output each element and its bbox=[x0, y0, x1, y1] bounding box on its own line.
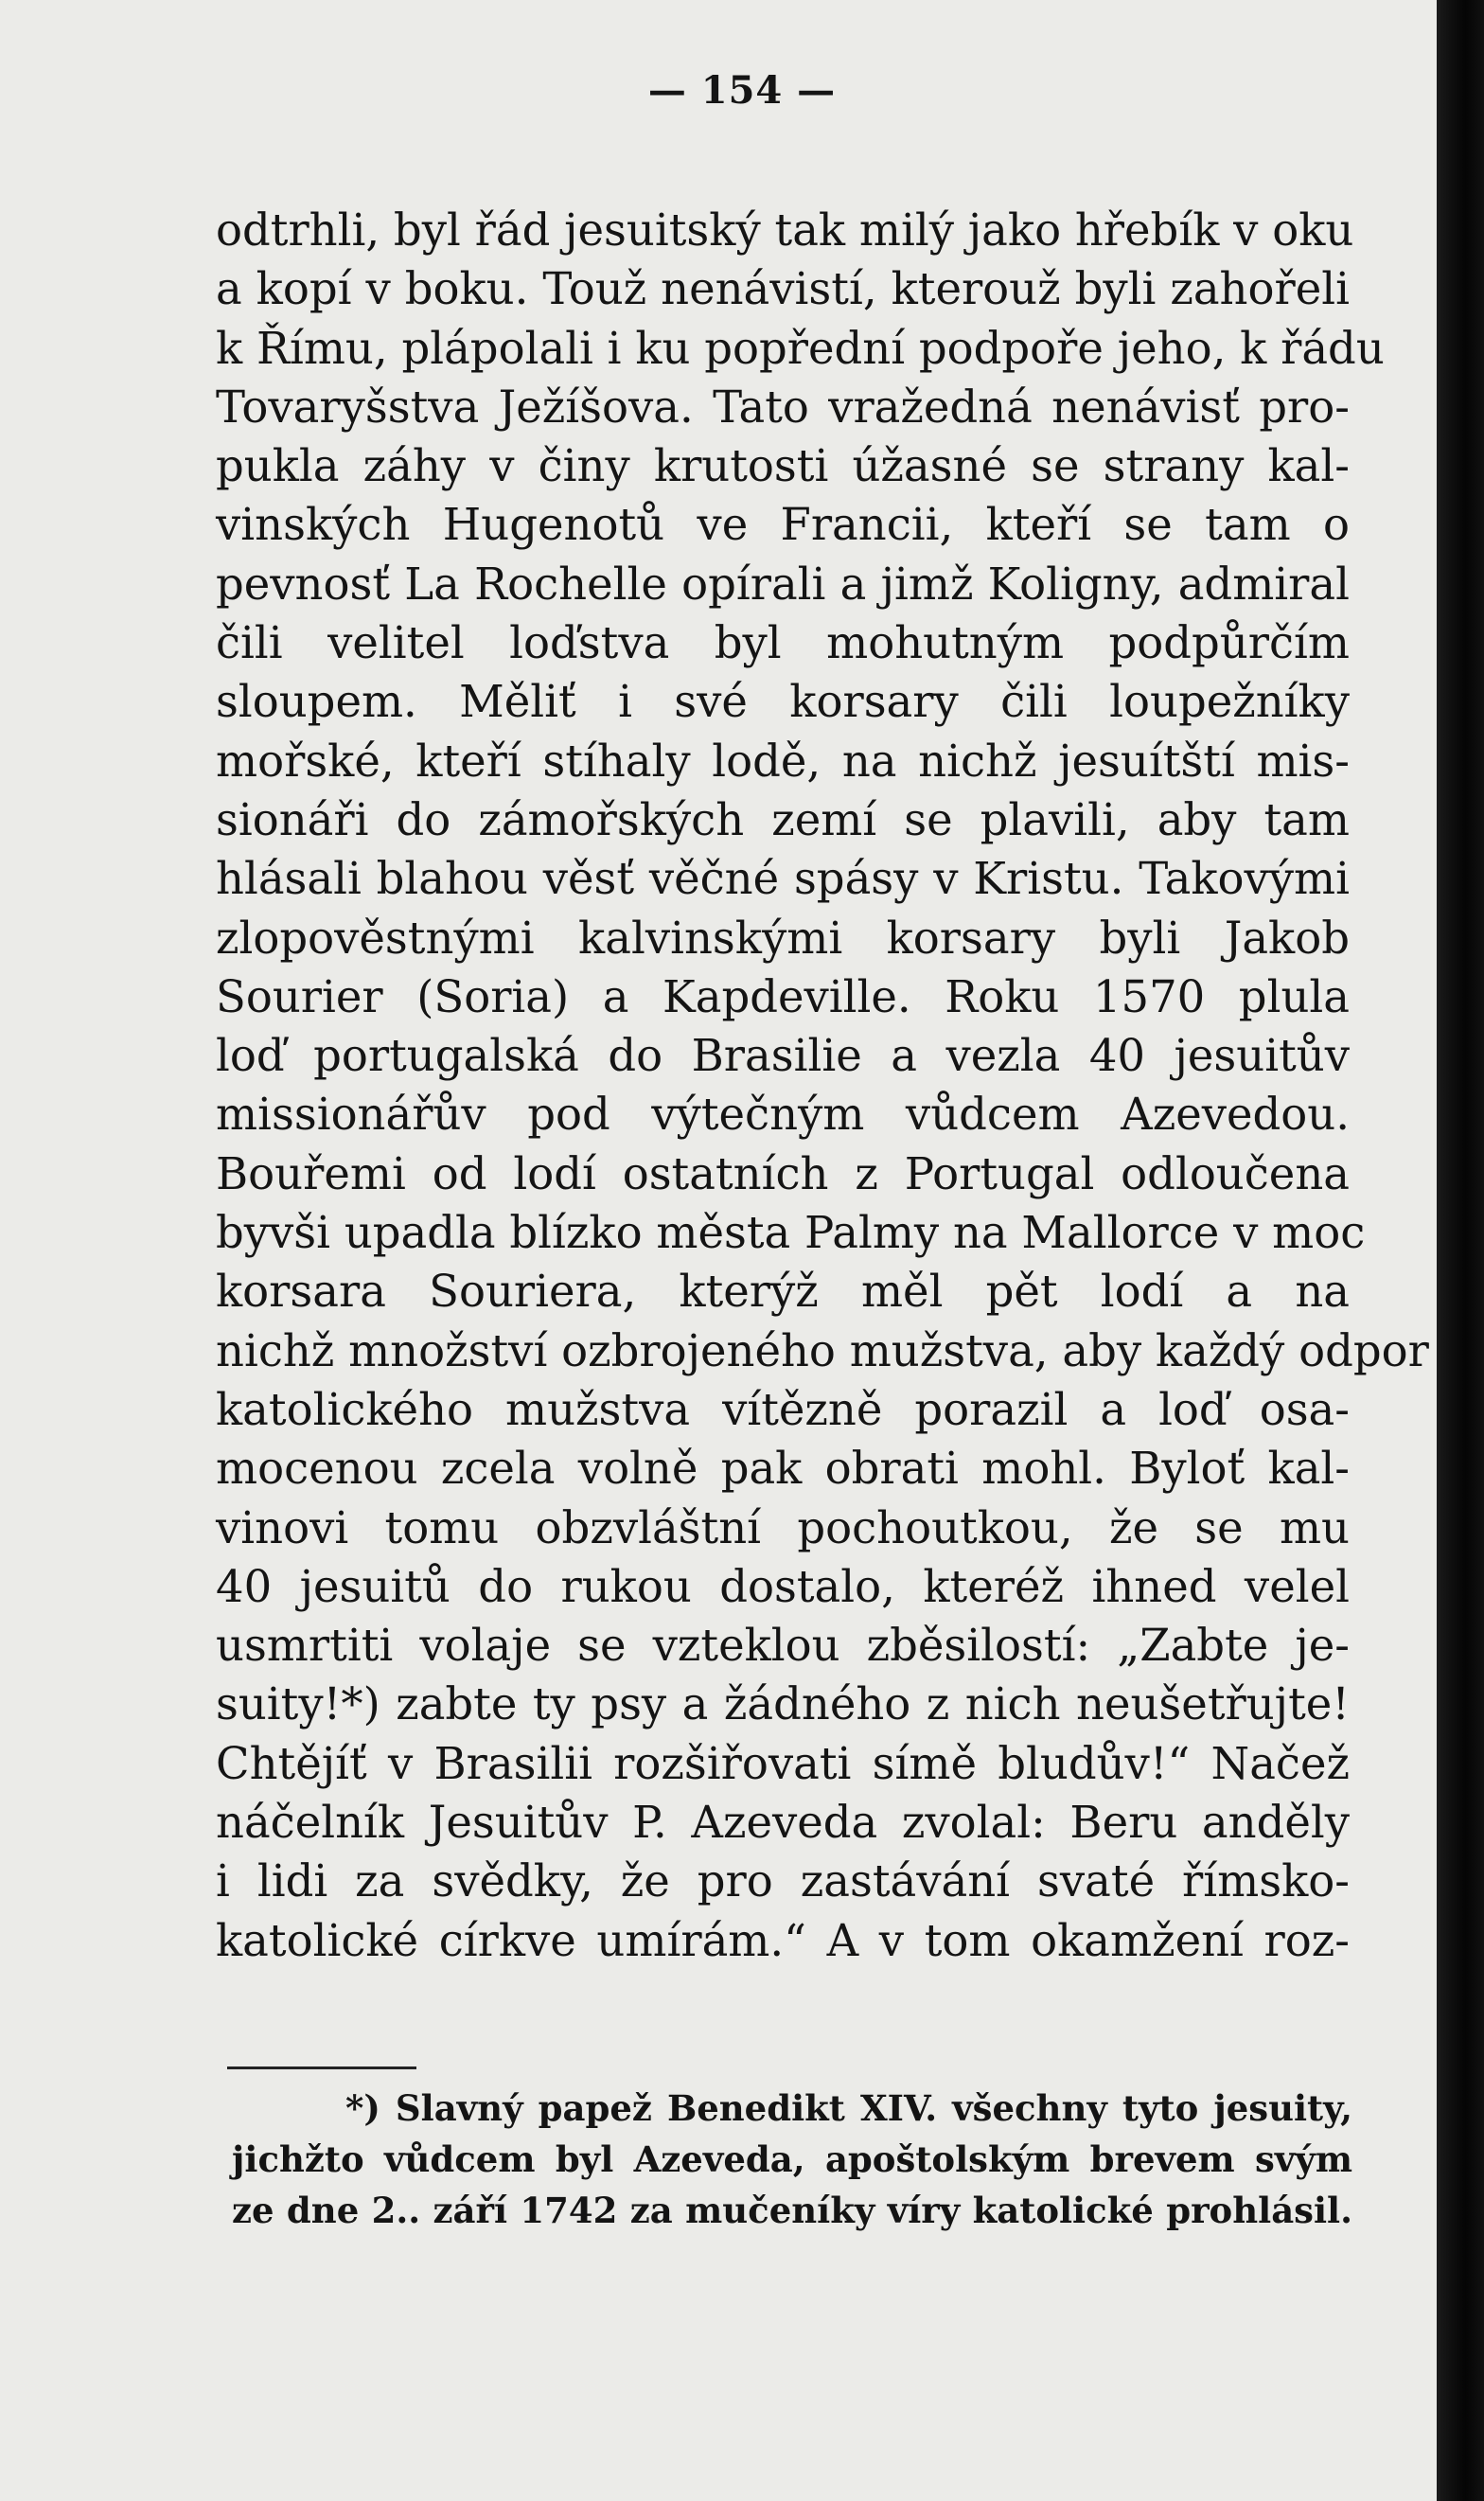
text-line: pevnosť La Rochelle opírali a jimž Koligny, admiral bbox=[216, 558, 1350, 610]
text-line: nichž množství ozbrojeného mužstva, aby každý odpor bbox=[216, 1324, 1429, 1376]
text-line: sionáři do zámořských zemí se plavili, aby tam bbox=[216, 793, 1350, 845]
text-line: katolického mužstva vítězně porazil a loď osa- bbox=[216, 1383, 1350, 1435]
text-line: vinských Hugenotů ve Francii, kteří se tam o bbox=[216, 499, 1350, 551]
text-line: missionářův pod výtečným vůdcem Azevedou. bbox=[216, 1089, 1350, 1141]
text-line: čili velitel loďstva byl mohutným podpůrčím bbox=[216, 617, 1350, 669]
text-line: hlásali blahou věsť věčné spásy v Kristu. Takovými bbox=[216, 853, 1350, 905]
footnote-line: ze dne 2.. září 1742 za mučeníky víry katolické prohlásil. bbox=[232, 2190, 1352, 2231]
text-line: odtrhli, byl řád jesuitský tak milý jako hřebík v oku bbox=[216, 204, 1354, 256]
text-line: mocenou zcela volně pak obrati mohl. Byloť kal- bbox=[216, 1443, 1350, 1495]
text-line: náčelník Jesuitův P. Azeveda zvolal: Beru anděly bbox=[216, 1797, 1350, 1849]
text-line: byvši upadla blízko města Palmy na Mallorce v moc bbox=[216, 1207, 1366, 1259]
text-line: loď portugalská do Brasilie a vezla 40 jesuitův bbox=[216, 1030, 1350, 1082]
text-line: vinovi tomu obzvláštní pochoutkou, že se mu bbox=[216, 1501, 1350, 1553]
text-line: korsara Souriera, kterýž měl pět lodí a na bbox=[216, 1266, 1350, 1318]
text-line: usmrtiti volaje se vzteklou zběsilostí: „Zabte je- bbox=[216, 1620, 1350, 1672]
text-line: sloupem. Měliť i své korsary čili loupežníky bbox=[216, 676, 1350, 728]
page-number: — 154 — bbox=[647, 68, 837, 113]
text-line: Chtějíť v Brasilii rozšiřovati símě bludův!“ Načež bbox=[216, 1737, 1350, 1789]
text-line: Bouřemi od lodí ostatních z Portugal odloučena bbox=[216, 1147, 1350, 1199]
page-edge-shadow bbox=[1437, 0, 1484, 2501]
main-text bbox=[216, 201, 1429, 1970]
text-line: i lidi za svědky, že pro zastávání svaté římsko- bbox=[216, 1855, 1350, 1907]
footnote bbox=[232, 2083, 1352, 2236]
text-line: zlopověstnými kalvinskými korsary byli Jakob bbox=[216, 912, 1350, 964]
text-line: suity!*) zabte ty psy a žádného z nich neušetřujte! bbox=[216, 1678, 1350, 1730]
text-line: mořské, kteří stíhaly lodě, na nichž jesuítští mis- bbox=[216, 735, 1350, 787]
text-line: Tovaryšstva Ježíšova. Tato vražedná nenávisť pro- bbox=[216, 381, 1350, 433]
text-line: Sourier (Soria) a Kapdeville. Roku 1570 plula bbox=[216, 970, 1350, 1022]
footnote-separator bbox=[227, 2066, 416, 2069]
footnote-line: *) Slavný papež Benedikt XIV. všechny tyto jesuity, bbox=[345, 2087, 1352, 2129]
text-line: a kopí v boku. Touž nenávistí, kterouž byli zahořeli bbox=[216, 263, 1350, 315]
text-line: katolické církve umírám.“ A v tom okamžení roz- bbox=[216, 1914, 1350, 1966]
footnote-line: jichžto vůdcem byl Azeveda, apoštolským brevem svým bbox=[232, 2138, 1352, 2180]
text-line: 40 jesuitů do rukou dostalo, kteréž ihned velel bbox=[216, 1560, 1350, 1612]
text-line: k Římu, plápolali i ku popřední podpoře jeho, k řádu bbox=[216, 322, 1385, 374]
text-line: pukla záhy v činy krutosti úžasné se strany kal- bbox=[216, 440, 1350, 492]
